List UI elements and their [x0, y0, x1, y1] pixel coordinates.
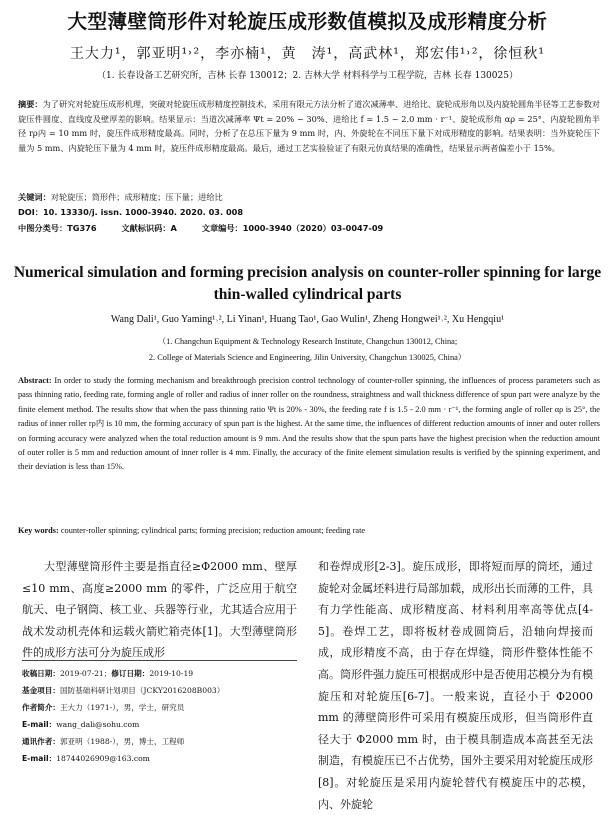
- english-abstract-text: In order to study the forming mechanism and breakthrough precision control technology of counter-roller spinning, the influences of process parameters such as pass thinning ratio, feeding rate, forming angle of roller and radius of inner roller on the roundness, straightness and wall thickness difference of spun part were analyze by the finite element method. The results show that when the pass thinning ratio Ψt is 20% - 30%, the feeding rate f is 1.5 - 2.0 mm · r⁻¹, the forming angle of roller αρ is 25°, the radius of inner roller rρ内 is 10 mm, the forming accuracy of spun part is the highest. At the same time, the influences of different reduction amounts of inner and outer rollers on forming accuracy were analyzed when the total reduction amount is 9 mm. And the results show that the spun parts have the highest precision when the reduction amount of outer roller is 5 mm and reduction amount of inner roller is 4 mm. Finally, the accuracy of the finite element simulation results is verified by the spinning experiment, and their deviation is less than 15%.: [18, 376, 600, 472]
- doi: DOI：10. 13330/j. issn. 1000-3940. 2020. 03. 008: [18, 207, 244, 217]
- chinese-affiliation: （1. 长春设备工艺研究所，吉林 长春 130012；2. 吉林大学 材料科学与工程学院，吉林 长春 130025）: [97, 71, 518, 81]
- footnote-fund: 基金项目：国防基础科研计划项目（JCKY2016208B003）: [22, 686, 225, 695]
- chinese-authors: 王大力¹，郭亚明¹˒²，李亦楠¹，黄 涛¹，高武林¹，郑宏伟¹˒²，徐恒秋¹: [69, 46, 546, 62]
- chinese-keywords-label: 关键词：: [18, 192, 51, 202]
- body-paragraph: 大型薄壁筒形件主要是指直径≥Φ2000 mm、壁厚≤10 mm、高度≥2000 mm 的零件，广泛应用于航空航天、电子钢筒、核工业、兵器等行业，尤其适合应用于战术发动机壳体和运载火箭贮箱壳体[1]。大型薄壁筒形件的成形方法可分为旋压成形: [22, 560, 297, 660]
- body-left-column: [22, 556, 297, 664]
- chinese-keywords: [18, 192, 600, 203]
- english-abstract: [18, 374, 600, 475]
- footnote-block: [22, 660, 297, 767]
- body-right-column: [318, 556, 593, 815]
- body-paragraph: 和卷焊成形[2-3]。旋压成形，即将短而厚的筒坯，通过旋轮对金属坯料进行局部加载，成形出长而薄的工件，具有力学性能高、成形精度高、材料利用率高等优点[4-5]。卷焊工艺，即将板材卷成圆筒后，沿轴向焊接而成，成形精度不高，由于存在焊缝，筒形件整体性能不高。筒形件强力旋压可根据成形中是否使用芯模分为有模旋压和对轮旋压[6-7]。一般来说，直径小于 Φ2000 mm 的薄壁筒形件可采用有模旋压成形，但当筒形件直径大于 Φ2000 mm 时，由于模具制造成本高甚至无法制造，有模旋压已不占优势，国外主要采用对轮旋压成形[8]。对轮旋压是采用内旋轮替代有模旋压中的芯模，内、外旋轮: [318, 560, 593, 811]
- chinese-abstract: [18, 97, 600, 155]
- footnote-author: 作者简介：王大力（1971-），男，学士，研究员: [22, 703, 185, 712]
- footnote-email-1: E-mail：wang_dali@sohu.com: [22, 720, 140, 729]
- chinese-keywords-text: 对轮旋压；筒形件；成形精度；压下量；进给比: [50, 192, 223, 202]
- english-abstract-label: Abstract:: [18, 376, 52, 385]
- english-keywords-text: counter-roller spinning; cylindrical parts; forming precision; reduction amount; feeding rate: [60, 526, 366, 535]
- english-keywords: [18, 526, 600, 535]
- footnote-email-2: E-mail：18744026909@163.com: [22, 754, 150, 763]
- classification-line: [18, 223, 600, 234]
- article-number: 文章编号：1000-3940（2020）03-0047-09: [201, 223, 384, 233]
- chinese-abstract-label: 摘要：: [18, 99, 43, 109]
- chinese-title: 大型薄壁筒形件对轮旋压成形数值模拟及成形精度分析: [67, 10, 548, 33]
- document-code: 文献标识码：A: [121, 223, 177, 233]
- cls-number: 中图分类号：TG376: [18, 223, 97, 233]
- footnote-dates: 收稿日期：2019-07-21；修订日期：2019-10-19: [22, 669, 194, 678]
- english-affiliation-2: 2. College of Materials Science and Engineering, Jilin University, Changchun 130025, China）: [148, 353, 467, 362]
- footnote-corresponding: 通讯作者：郭亚明（1988-），男，博士，工程师: [22, 737, 185, 746]
- english-title: Numerical simulation and forming precision analysis on counter-roller spinning for large thin-walled cylindrical parts: [13, 264, 602, 303]
- english-keywords-label: Key words:: [18, 526, 59, 535]
- chinese-abstract-text: 为了研究对轮旋压成形机理，突破对轮旋压成形精度控制技术，采用有限元方法分析了道次减薄率、进给比、旋轮成形角以及内旋轮圆角半径等工艺参数对旋压件圆度、直线度及壁厚差的影响。结果显示：当道次减薄率 Ψt = 20% ~ 30%、进给比 f = 1.5 ~ 2.0 mm · r⁻¹、旋轮成形角 αρ = 25°、内旋轮圆角半径 rρ内 = 10 mm 时，旋压件成形精度最高。同时，分析了在总压下量为 9 mm 时，内、外旋轮在不同压下量下对成形精度的影响。结果表明：当外旋轮压下量为 5 mm、内旋轮压下量为 4 mm 时，旋压件成形精度最高。最后，通过工艺实验验证了有限元仿真结果的准确性，结果显示两者偏差小于 15%。: [18, 99, 600, 153]
- english-authors: Wang Dali¹, Guo Yaming¹˒², Li Yinan¹, Huang Tao¹, Gao Wulin¹, Zheng Hongwei¹˒², Xu Hengqiu¹: [110, 314, 505, 325]
- english-affiliation-1: （1. Changchun Equipment & Technology Research Institute, Changchun 130012, China;: [157, 337, 458, 346]
